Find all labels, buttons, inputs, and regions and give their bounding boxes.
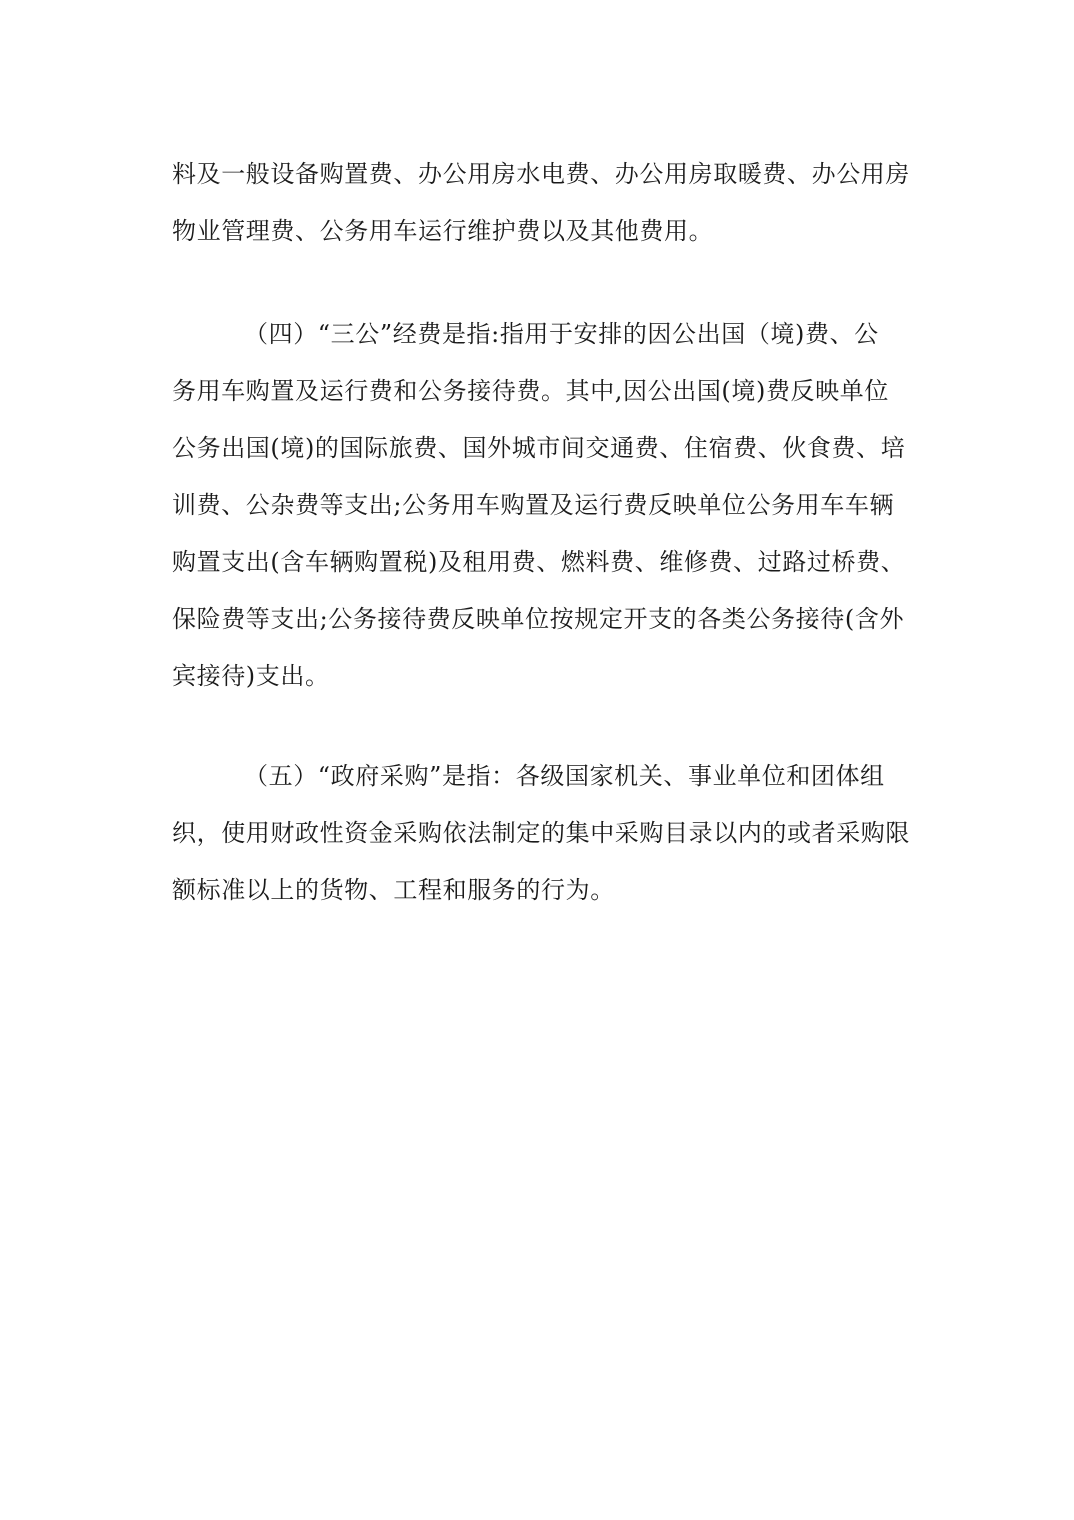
paragraph-three-public-expenses — [172, 306, 904, 705]
text-line: 宾接待)支出。 — [172, 662, 330, 690]
paragraph-government-procurement — [172, 748, 910, 919]
paragraph-expense-items-continued — [172, 146, 910, 260]
text-line: 保险费等支出;公务接待费反映单位按规定开支的各类公务接待(含外 — [172, 605, 905, 633]
text-line: 购置支出(含车辆购置税)及租用费、燃料费、维修费、过路过桥费、 — [172, 548, 906, 576]
text-line: 物业管理费、公务用车运行维护费以及其他费用。 — [172, 217, 714, 245]
text-line: 公务出国(境)的国际旅费、国外城市间交通费、住宿费、伙食费、培 — [172, 434, 906, 462]
text-line: 料及一般设备购置费、办公用房水电费、办公用房取暖费、办公用房 — [172, 160, 910, 188]
text-line: 额标准以上的货物、工程和服务的行为。 — [172, 876, 615, 904]
text-line: （五）“政府采购”是指：各级国家机关、事业单位和团体组 — [244, 762, 885, 790]
text-line: 织，使用财政性资金采购依法制定的集中采购目录以内的或者采购限 — [172, 819, 910, 847]
text-line: 训费、公杂费等支出;公务用车购置及运行费反映单位公务用车车辆 — [172, 491, 895, 519]
text-line: 务用车购置及运行费和公务接待费。其中,因公出国(境)费反映单位 — [172, 377, 889, 405]
text-line: （四）“三公”经费是指:指用于安排的因公出国（境)费、公 — [244, 320, 879, 348]
